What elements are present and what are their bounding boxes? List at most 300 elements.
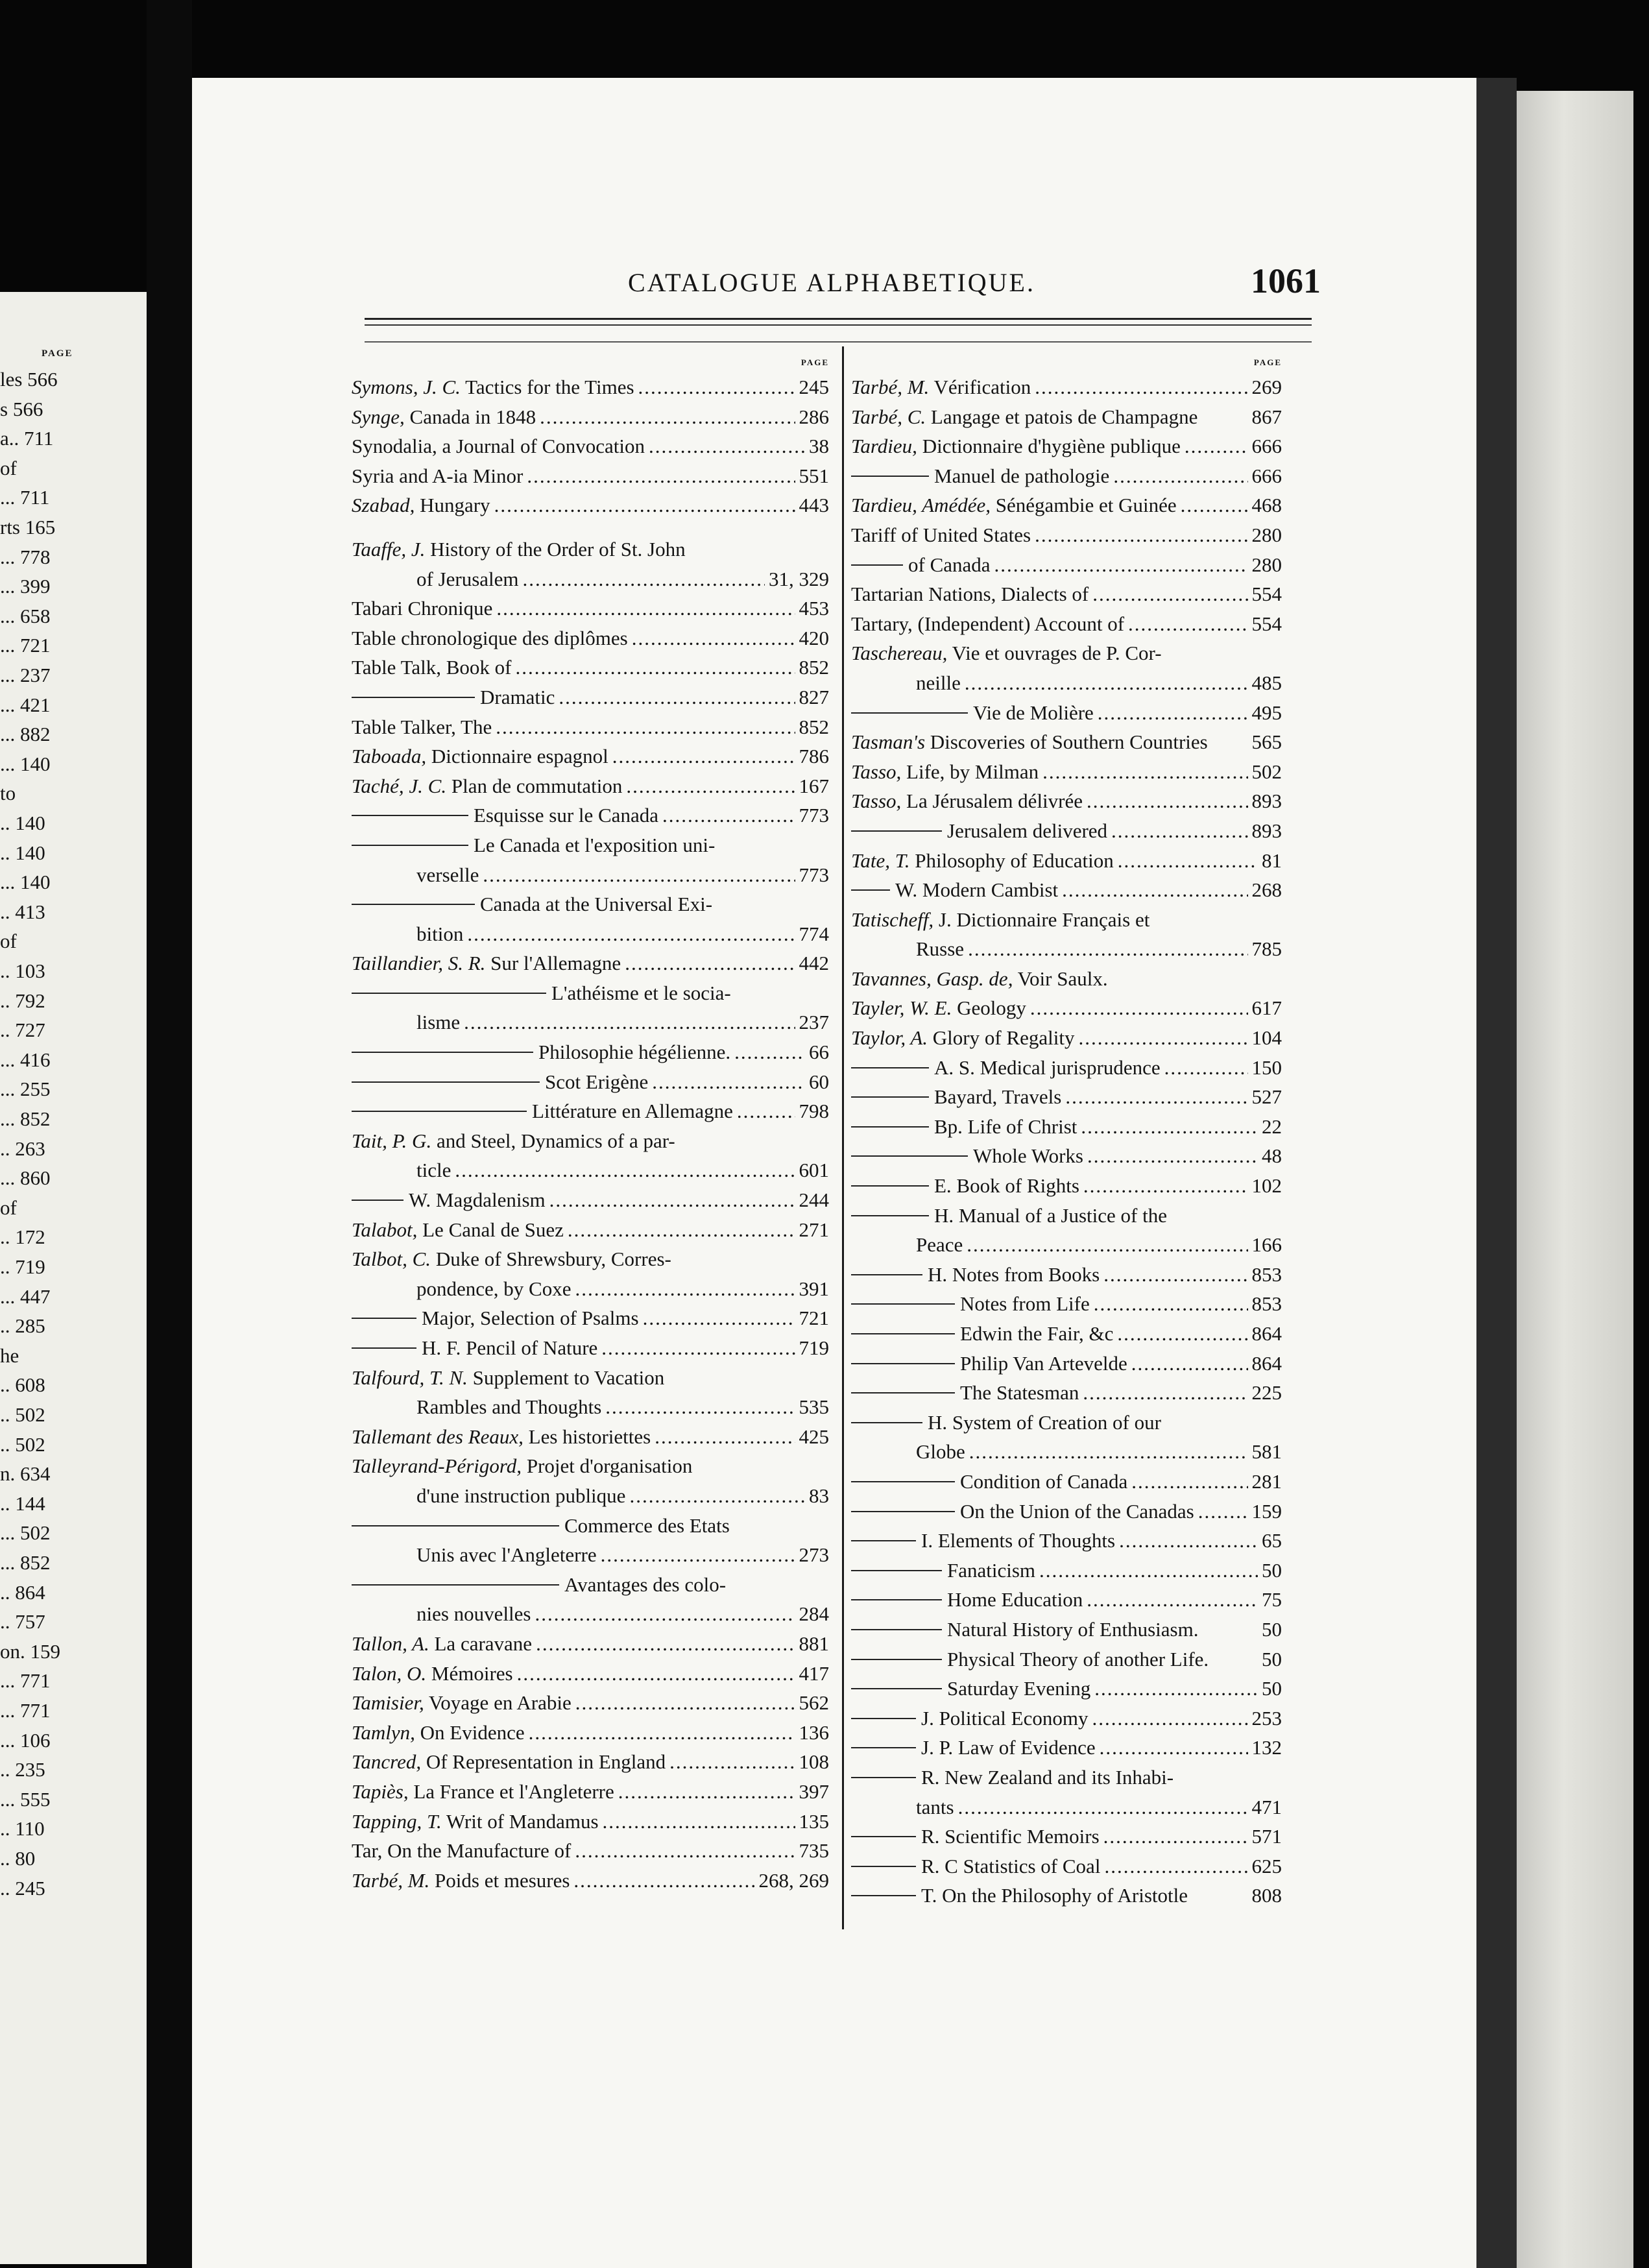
leader-dots [1035, 372, 1247, 402]
entry-title: Sur l'Allemagne [485, 952, 621, 975]
entry-title: Vérification [929, 376, 1031, 398]
left-page-fragment: .. 608 [0, 1373, 45, 1397]
ditto-rule [352, 1525, 559, 1526]
entry-page: 159 [1251, 1499, 1282, 1523]
index-entry [352, 1303, 829, 1333]
entry-text [352, 594, 492, 623]
entry-author: Tate, T. [851, 849, 910, 872]
leader-dots [1131, 1349, 1248, 1379]
entry-page: 468 [1251, 494, 1282, 517]
entry-title: and Steel, Dynamics of a par- [431, 1129, 675, 1152]
leader-dots [575, 1274, 795, 1304]
left-page-fragment: n. 634 [0, 1462, 51, 1486]
index-entry [851, 1082, 1282, 1112]
left-page-fragment: ... 771 [0, 1669, 51, 1693]
entry-page: 617 [1251, 996, 1282, 1020]
leader-dots [601, 1540, 795, 1570]
entry-title: H. System of Creation of our [928, 1410, 1161, 1434]
ditto-rule [851, 1155, 968, 1157]
index-entry [851, 431, 1282, 461]
index-entry [352, 1599, 829, 1629]
leader-dots [603, 1807, 795, 1837]
leader-dots [626, 771, 795, 801]
column-divider [842, 346, 844, 1929]
index-entry [352, 653, 829, 682]
leader-dots [464, 1007, 795, 1037]
leader-dots [496, 594, 795, 623]
entry-author: Tardieu, Amédée, [851, 494, 991, 517]
index-entry [352, 919, 829, 949]
leader-dots [1118, 846, 1258, 876]
left-page-fragment: ... 852 [0, 1107, 51, 1130]
entry-title: Fanaticism [947, 1558, 1036, 1582]
entry-text [960, 1319, 1113, 1349]
entry-text [921, 1733, 1096, 1763]
entry-title: On Evidence [415, 1720, 525, 1744]
entry-title: J. P. Law of Evidence [921, 1736, 1096, 1759]
index-entry [352, 1096, 829, 1126]
left-page-fragment: .. 413 [0, 900, 45, 923]
index-entry [352, 889, 829, 919]
leader-dots [1094, 1674, 1258, 1704]
index-entry [352, 1007, 829, 1037]
entry-title: Of Representation in England [421, 1750, 666, 1774]
index-entry [851, 1704, 1282, 1733]
entry-title: Canada at the Universal Exi- [480, 893, 713, 916]
entry-page: 565 [1251, 730, 1282, 754]
entry-title: of Jerusalem [416, 567, 519, 590]
leader-dots [958, 1792, 1248, 1822]
entry-text [564, 1570, 726, 1600]
left-page-fragment: of [0, 930, 17, 953]
ditto-rule [851, 1096, 929, 1098]
ditto-rule [851, 1659, 942, 1660]
column-header: PAGE [1253, 357, 1282, 367]
leader-dots [1094, 1289, 1248, 1319]
entry-page: 253 [1251, 1706, 1282, 1730]
left-page-fragment: rts 165 [0, 516, 56, 538]
entry-title: Tar, On the Manufacture of [352, 1839, 572, 1863]
entry-text [947, 816, 1107, 846]
entry-text [916, 668, 961, 698]
index-entry [352, 535, 829, 564]
ditto-rule [851, 1511, 955, 1512]
index-entry [352, 564, 829, 594]
index-entry [851, 1822, 1282, 1852]
entry-title: Table Talker, The [352, 715, 492, 738]
entry-title: Saturday Evening [947, 1677, 1091, 1700]
entry-text [409, 1185, 546, 1215]
ditto-rule [851, 1303, 955, 1305]
entry-text [352, 535, 686, 564]
entry-author: Tasman's [851, 730, 926, 754]
entry-title: Bp. Life of Christ [934, 1115, 1077, 1138]
entry-page: 471 [1251, 1795, 1282, 1818]
entry-title: Life, by Milman [901, 760, 1039, 783]
entry-text [947, 1585, 1083, 1615]
entry-text [851, 402, 1198, 432]
entry-author: Taschereau, [851, 642, 948, 665]
entry-page: 31, 329 [769, 567, 829, 590]
entry-title: Projet d'organisation [522, 1454, 693, 1478]
leader-dots [1087, 1141, 1258, 1171]
entry-title: Tabari Chronique [352, 597, 493, 620]
entry-page: 773 [799, 863, 829, 886]
left-page-fragment: .. 727 [0, 1019, 45, 1042]
index-entry [352, 1659, 829, 1689]
entry-text [934, 1053, 1161, 1083]
entry-page: 150 [1251, 1056, 1282, 1079]
entry-title: Poids et mesures [429, 1868, 570, 1892]
entry-text [352, 948, 621, 978]
leader-dots [467, 919, 795, 949]
index-entry [352, 431, 829, 461]
index-entry [352, 1244, 829, 1274]
index-entry [352, 771, 829, 801]
leader-dots [638, 372, 795, 402]
index-entry [352, 860, 829, 890]
entry-text [352, 1807, 599, 1837]
leader-dots [1103, 1822, 1248, 1852]
entry-page: 269 [1251, 376, 1282, 398]
entry-page: 81 [1262, 849, 1282, 872]
entry-page: 417 [799, 1661, 829, 1685]
entry-page: 268 [1251, 878, 1282, 902]
index-entry [352, 830, 829, 860]
left-column [352, 353, 829, 1895]
entry-title: Langage et patois de Champagne [926, 405, 1198, 428]
leader-dots [1062, 875, 1247, 905]
left-page-fragment: .. 103 [0, 959, 45, 982]
leader-dots [568, 1215, 795, 1245]
entry-title: Edwin the Fair, &c [960, 1322, 1114, 1345]
entry-page: 827 [799, 685, 829, 708]
left-page-fragment: a.. 711 [0, 427, 54, 450]
leader-dots [573, 1866, 754, 1896]
entry-text [352, 1777, 614, 1807]
left-page-fragment: ... 140 [0, 752, 51, 775]
ditto-rule [851, 889, 890, 891]
entry-title: Voyage en Arabie [424, 1691, 572, 1715]
entry-title: Geology [952, 996, 1026, 1020]
left-page-fragment: .. 757 [0, 1610, 45, 1634]
entry-page: 774 [799, 922, 829, 945]
ditto-rule [851, 1895, 916, 1896]
left-page-fragment: ... 447 [0, 1285, 51, 1308]
index-entry [851, 1260, 1282, 1290]
left-page-fragment: s 566 [0, 397, 43, 420]
entry-title: Voir Saulx. [1013, 967, 1108, 990]
entry-text [851, 372, 1031, 402]
left-page-fragment: ... 555 [0, 1787, 51, 1811]
left-page-fragment: ... 106 [0, 1728, 51, 1752]
entry-page: 132 [1251, 1736, 1282, 1759]
entry-author: Tatischeff, [851, 908, 934, 931]
entry-list [352, 372, 829, 1895]
entry-author: Taché, J. C. [352, 774, 447, 797]
left-page-fragment: of [0, 456, 17, 479]
entry-text [416, 1481, 625, 1511]
index-entry [352, 372, 829, 402]
entry-title: Le Canal de Suez [417, 1218, 564, 1241]
entry-page: 554 [1251, 612, 1282, 635]
entry-author: Talbot, C. [352, 1248, 431, 1271]
entry-text [851, 993, 1026, 1023]
index-entry [352, 801, 829, 830]
left-page-fragment: ... 882 [0, 723, 51, 746]
entry-text [973, 1141, 1083, 1171]
entry-title: Tactics for the Times [460, 376, 634, 398]
entry-page: 485 [1251, 671, 1282, 694]
index-entry [851, 1467, 1282, 1497]
ditto-rule [352, 904, 475, 905]
entry-page: 852 [799, 715, 829, 738]
entry-author: Tapiès, [352, 1779, 409, 1803]
ditto-rule [851, 830, 942, 832]
entry-text [960, 1349, 1127, 1379]
entry-text [352, 1244, 671, 1274]
ditto-rule [851, 1747, 916, 1748]
entry-title: I. Elements of Thoughts [921, 1529, 1116, 1552]
index-entry [851, 1141, 1282, 1171]
entry-page: 442 [799, 952, 829, 975]
entry-title: Dictionnaire espagnol [426, 745, 608, 768]
entry-text [416, 1155, 451, 1185]
entry-title: H. Manual of a Justice of the [934, 1203, 1167, 1227]
entry-text [538, 1037, 730, 1067]
index-entry [851, 1112, 1282, 1142]
entry-text [851, 757, 1039, 787]
entry-text [947, 1674, 1090, 1704]
entry-page: 735 [799, 1839, 829, 1863]
left-page-fragment: .. 140 [0, 841, 45, 864]
ditto-rule [352, 1052, 533, 1053]
index-entry [851, 1023, 1282, 1053]
leader-dots [1083, 1171, 1248, 1201]
ditto-rule [851, 1392, 955, 1393]
entry-title: La France et l'Angleterre [408, 1779, 614, 1803]
left-page-fragment: ... 399 [0, 575, 51, 598]
entry-text [921, 1763, 1174, 1792]
leader-dots [1100, 1733, 1248, 1763]
entry-text [352, 1866, 570, 1896]
entry-title: R. C Statistics of Coal [921, 1854, 1101, 1877]
entry-title: Philip Van Artevelde [960, 1351, 1127, 1375]
entry-title: Major, Selection of Psalms [422, 1307, 639, 1330]
leader-dots [1198, 1497, 1248, 1526]
leader-dots [612, 742, 795, 771]
entry-page: 166 [1251, 1233, 1282, 1257]
ditto-rule [352, 1347, 416, 1349]
entry-author: Tarbé, M. [352, 1868, 430, 1892]
index-entry [851, 934, 1282, 964]
entry-text [474, 801, 658, 830]
entry-page: 50 [1262, 1647, 1282, 1671]
entry-title: Vie et ouvrages de P. Cor- [947, 642, 1162, 665]
index-entry [851, 964, 1282, 994]
entry-title: Writ of Mandamus [441, 1809, 599, 1833]
entry-text [916, 934, 964, 964]
entry-author: Tasso, [851, 760, 902, 783]
index-entry [352, 1155, 829, 1185]
entry-page: 551 [799, 464, 829, 487]
entry-title: bition [416, 922, 464, 945]
entry-title: Tartary, (Independent) Account of [851, 612, 1125, 635]
left-page-fragment: .. 140 [0, 812, 45, 834]
entry-title: Dictionnaire d'hygiène publique [917, 435, 1181, 458]
entry-title: Rambles and Thoughts [416, 1395, 602, 1419]
ditto-rule [851, 1363, 955, 1364]
entry-page: 852 [799, 656, 829, 679]
entry-text [851, 786, 1083, 816]
leader-dots [516, 653, 795, 682]
left-page-fragment: ... 416 [0, 1048, 51, 1071]
entry-page: 581 [1251, 1440, 1282, 1464]
gutter [147, 0, 192, 2268]
index-entry [851, 757, 1282, 787]
entry-text [934, 1112, 1077, 1142]
leader-dots [1104, 1852, 1247, 1881]
entry-author: Tarbé, C. [851, 405, 926, 428]
column-header: PAGE [800, 357, 829, 367]
entry-text [928, 1408, 1161, 1438]
entry-title: J. Dictionnaire Français et [933, 908, 1150, 931]
entry-text [416, 564, 519, 594]
index-entry [851, 668, 1282, 698]
leader-dots [734, 1037, 805, 1067]
entry-title: Canada in 1848 [404, 405, 536, 428]
entry-page: 853 [1251, 1292, 1282, 1316]
entry-title: Syria and A-ia Minor [352, 464, 524, 487]
leader-dots [540, 402, 795, 432]
index-entry [851, 461, 1282, 491]
index-entry [352, 1629, 829, 1659]
left-page-fragment: .. 263 [0, 1137, 45, 1160]
index-entry [851, 609, 1282, 639]
entry-text [352, 1688, 572, 1718]
entry-title: Unis avec l'Angleterre [416, 1543, 597, 1567]
entry-text [960, 1497, 1194, 1526]
entry-title: Discoveries of Southern Countries [925, 730, 1208, 754]
entry-text [851, 609, 1124, 639]
entry-text [480, 682, 555, 712]
entry-text [352, 1718, 525, 1748]
leader-dots [994, 550, 1248, 580]
entry-title: Physical Theory of another Life. [947, 1647, 1209, 1671]
entry-author: Tavannes, Gasp. de, [851, 967, 1013, 990]
entry-title: H. F. Pencil of Nature [422, 1336, 598, 1359]
entry-text [352, 1422, 651, 1452]
left-page-fragment: ... 658 [0, 604, 51, 627]
left-page-fragment: ... 860 [0, 1166, 51, 1190]
entry-title: Littérature en Allemagne [532, 1100, 733, 1123]
entry-text [416, 1540, 597, 1570]
leader-dots [1092, 579, 1247, 609]
entry-text [480, 889, 712, 919]
entry-title: H. Notes from Books [928, 1262, 1100, 1286]
entry-title: verselle [416, 863, 479, 886]
page-edge-shadow [1476, 78, 1517, 2268]
entry-title: Jerusalem delivered [947, 819, 1108, 842]
entry-text [564, 1511, 730, 1541]
entry-page: 391 [799, 1277, 829, 1300]
entry-text [352, 1363, 664, 1393]
entry-page: 773 [799, 804, 829, 827]
index-entry [851, 579, 1282, 609]
ditto-rule [851, 1215, 929, 1216]
leader-dots [1030, 993, 1248, 1023]
index-entry [352, 1451, 829, 1481]
ditto-rule [851, 1688, 942, 1689]
entry-text [352, 771, 622, 801]
entry-page: 786 [799, 745, 829, 768]
leader-dots [1078, 1023, 1247, 1053]
entry-page: 502 [1251, 760, 1282, 783]
index-entry [352, 1511, 829, 1541]
entry-text [416, 860, 479, 890]
leader-dots [1087, 786, 1247, 816]
entry-text [352, 490, 490, 520]
entry-text [916, 1437, 965, 1467]
entry-page: 864 [1251, 1351, 1282, 1375]
leader-dots [1035, 520, 1247, 550]
leader-dots [1083, 1378, 1247, 1408]
entry-text [352, 372, 634, 402]
entry-text [934, 461, 1109, 491]
entry-title: Tartarian Nations, Dialects of [851, 583, 1089, 606]
entry-page: 719 [799, 1336, 829, 1359]
entry-title: of Canada [908, 553, 991, 576]
entry-title: Whole Works [973, 1144, 1083, 1168]
entry-title: Philosophie hégélienne. [538, 1041, 731, 1064]
entry-text [352, 1629, 532, 1659]
leader-dots [1164, 1053, 1248, 1083]
entry-text [352, 712, 492, 742]
ditto-rule [851, 1067, 929, 1068]
entry-page: 135 [799, 1809, 829, 1833]
entry-author: Tapping, T. [352, 1809, 442, 1833]
left-page-fragment: ... 421 [0, 693, 51, 716]
entry-page: 443 [799, 494, 829, 517]
entry-text [352, 653, 512, 682]
left-page-fragment: .. 285 [0, 1314, 45, 1338]
left-page-fragment: les 566 [0, 368, 58, 391]
entry-title: pondence, by Coxe [416, 1277, 572, 1300]
entry-text [422, 1303, 639, 1333]
index-entry [851, 993, 1282, 1023]
index-entry [851, 846, 1282, 876]
entry-title: T. On the Philosophy of Aristotle [921, 1884, 1188, 1907]
index-entry [352, 742, 829, 771]
leader-dots [496, 712, 795, 742]
entry-title: Natural History of Enthusiasm. [947, 1617, 1199, 1641]
entry-text [947, 1645, 1209, 1674]
entry-text [851, 846, 1114, 876]
leader-dots [575, 1836, 795, 1866]
entry-author: Talfourd, T. N. [352, 1366, 468, 1389]
entry-text [352, 461, 523, 491]
ditto-rule [851, 1777, 916, 1778]
entry-author: Symons, J. C. [352, 376, 461, 398]
left-page-fragment: ... 502 [0, 1521, 51, 1545]
entry-title: Hungary [415, 494, 490, 517]
left-page-fragment: on. 159 [0, 1639, 60, 1663]
index-entry [851, 1497, 1282, 1526]
leader-dots [1065, 1082, 1247, 1112]
entry-title: Supplement to Vacation [467, 1366, 665, 1389]
entry-author: Talleyrand-Périgord, [352, 1454, 522, 1478]
entry-text [352, 1659, 513, 1689]
